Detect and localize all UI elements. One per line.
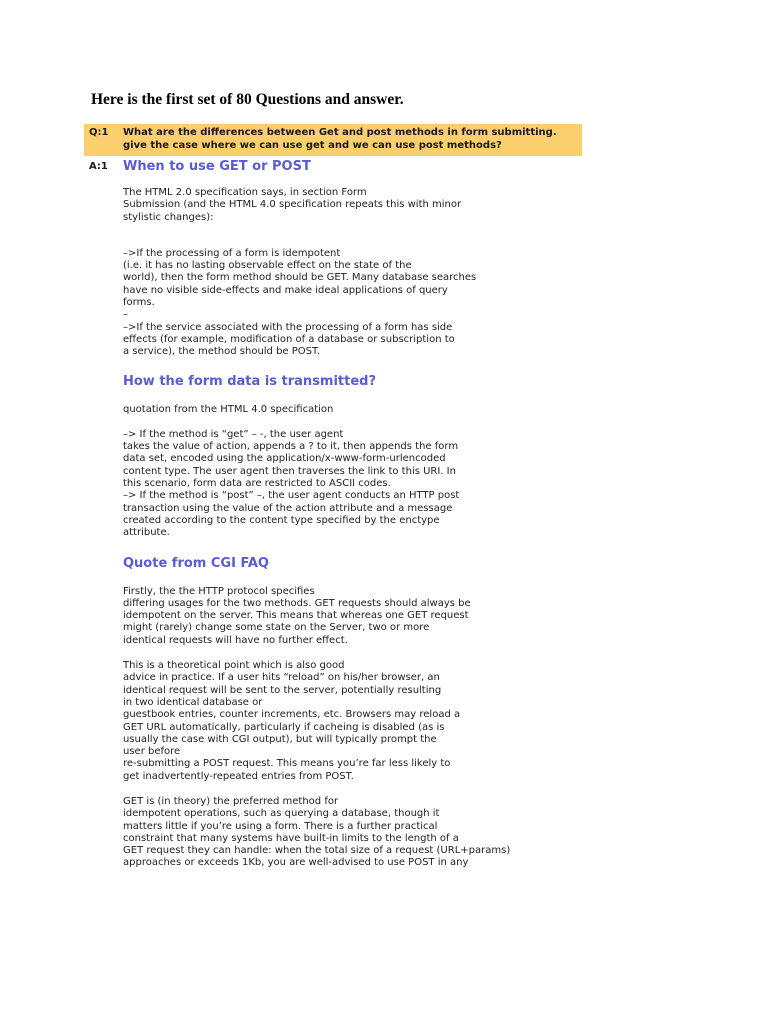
paragraph-line: get inadvertently-repeated entries from POST.: [123, 770, 354, 782]
answer-label: A:1: [89, 161, 108, 172]
question-line: What are the differences between Get and post methods in form submitting.: [123, 127, 557, 138]
paragraph-line: user before: [123, 746, 181, 758]
paragraph-line: attribute.: [123, 527, 170, 539]
paragraph-line: identical request will be sent to the server, potentially resulting: [123, 684, 442, 696]
paragraph-line: content type. The user agent then traverses the link to this URI. In: [123, 465, 456, 477]
paragraph-line: –> If the method is “post” –, the user agent conducts an HTTP post: [123, 490, 460, 502]
paragraph-line: quotation from the HTML 4.0 specification: [123, 403, 334, 415]
paragraph: [123, 586, 503, 647]
paragraph-line: Submission (and the HTML 4.0 specification repeats this with minor: [123, 199, 462, 211]
section-heading: How the form data is transmitted?: [123, 373, 377, 389]
paragraph: [123, 429, 503, 540]
paragraph-line: world), then the form method should be GET. Many database searches: [123, 272, 477, 284]
paragraph-line: advice in practice. If a user hits “reload” on his/her browser, an: [123, 672, 440, 684]
paragraph-line: This is a theoretical point which is also good: [123, 660, 345, 672]
answer-content: [123, 156, 511, 870]
question-label: Q:1: [89, 127, 109, 138]
paragraph-line: constraint that many systems have built-in limits to the length of a: [123, 832, 459, 844]
paragraph-line: usually the case with CGI output), but will typically prompt the: [123, 733, 437, 745]
paragraph-line: stylistic changes):: [123, 211, 214, 223]
paragraph-line: –> If the method is “get” – -, the user agent: [123, 428, 344, 440]
question-text: [123, 126, 578, 152]
section-cgi-faq: [123, 555, 511, 870]
paragraph-line: guestbook entries, counter increments, etc. Browsers may reload a: [123, 709, 461, 721]
paragraph: [123, 795, 511, 870]
section-heading: When to use GET or POST: [123, 159, 311, 174]
paragraph-line: transaction using the value of the action attribute and a message: [123, 502, 453, 514]
paragraph-line: takes the value of action, appends a ? to it, then appends the form: [123, 441, 459, 453]
paragraph: [123, 248, 503, 359]
paragraph: [123, 404, 503, 416]
paragraph-line: identical requests will have no further effect.: [123, 634, 348, 646]
paragraph-line: created according to the content type specified by the enctype: [123, 514, 440, 526]
paragraph-line: this scenario, form data are restricted to ASCII codes.: [123, 478, 391, 490]
question-line: give the case where we can use get and we can use post methods?: [123, 140, 502, 151]
paragraph-line: data set, encoded using the application/x-www-form-urlencoded: [123, 453, 446, 465]
paragraph-line: The HTML 2.0 specification says, in section Form: [123, 187, 367, 198]
paragraph-line: in two identical database or: [123, 696, 263, 708]
paragraph-line: idempotent operations, such as querying a database, though it: [123, 808, 440, 820]
section-when-to-use: [123, 158, 503, 359]
paragraph-line: matters little if you’re using a form. There is a further practical: [123, 820, 438, 832]
paragraph-line: (i.e. it has no lasting observable effect on the state of the: [123, 260, 412, 272]
paragraph-line: differing usages for the two methods. GET requests should always be: [123, 597, 471, 609]
paragraph-line: –: [123, 309, 128, 321]
paragraph-line: a service), the method should be POST.: [123, 346, 321, 358]
paragraph-line: –>If the service associated with the processing of a form has side: [123, 321, 453, 333]
paragraph-line: Firstly, the the HTTP protocol specifies: [123, 585, 315, 597]
paragraph-line: GET request they can handle: when the total size of a request (URL+params): [123, 845, 511, 857]
paragraph-line: effects (for example, modification of a database or subscription to: [123, 333, 455, 345]
paragraph-line: GET URL automatically, particularly if cacheing is disabled (as is: [123, 721, 445, 733]
paragraph-line: forms.: [123, 297, 155, 309]
paragraph-line: –>If the processing of a form is idempotent: [123, 247, 341, 259]
section-heading: Quote from CGI FAQ: [123, 555, 269, 571]
paragraph-line: re-submitting a POST request. This means you’re far less likely to: [123, 758, 451, 770]
section-transmission: [123, 373, 503, 540]
paragraph-line: idempotent on the server. This means that whereas one GET request: [123, 610, 469, 622]
paragraph: [123, 660, 503, 783]
paragraph: [123, 187, 503, 224]
paragraph-line: have no visible side-effects and make ideal applications of query: [123, 284, 448, 296]
paragraph-line: GET is (in theory) the preferred method for: [123, 795, 339, 807]
paragraph-line: approaches or exceeds 1Kb, you are well-advised to use POST in any: [123, 857, 469, 869]
question-banner: [84, 124, 582, 156]
paragraph-line: might (rarely) change some state on the Server, two or more: [123, 622, 430, 634]
document-title: Here is the first set of 80 Questions and answer.: [91, 91, 404, 108]
